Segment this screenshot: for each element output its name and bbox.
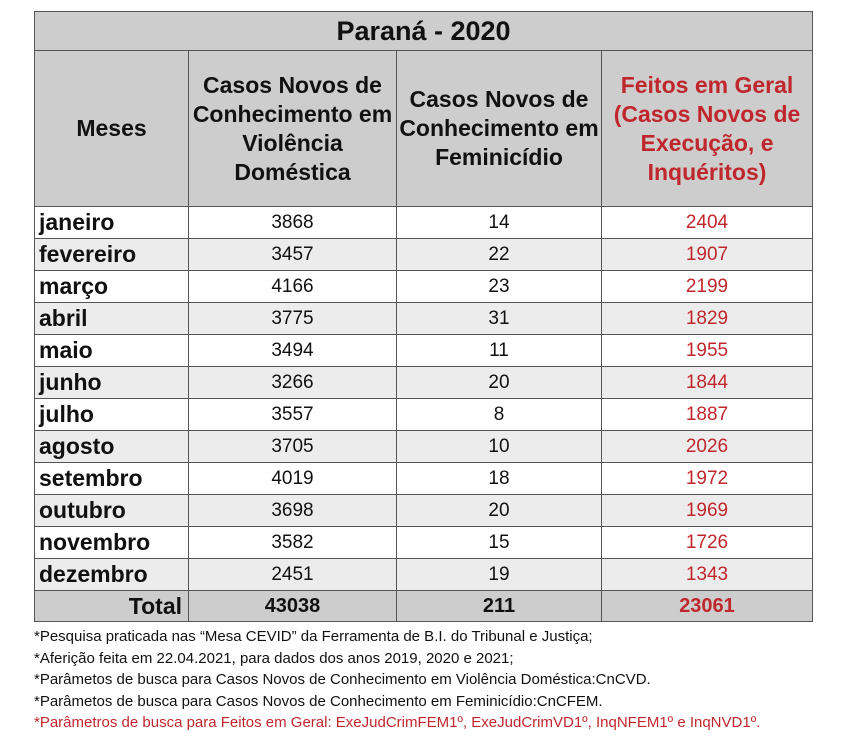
domestic-violence-cell: 4019 [189, 463, 397, 495]
general-cell: 1969 [602, 495, 813, 527]
total-domestic-violence: 43038 [189, 591, 397, 622]
table-row [35, 399, 813, 431]
total-femicide: 211 [397, 591, 602, 622]
domestic-violence-cell: 4166 [189, 271, 397, 303]
month-cell: abril [35, 303, 189, 335]
general-cell: 2404 [602, 207, 813, 239]
femicide-cell: 14 [397, 207, 602, 239]
domestic-violence-cell: 2451 [189, 559, 397, 591]
femicide-cell: 8 [397, 399, 602, 431]
domestic-violence-cell: 3494 [189, 335, 397, 367]
footnote: *Pesquisa praticada nas “Mesa CEVID” da Ferramenta de B.I. do Tribunal e Justiça; [34, 628, 593, 645]
femicide-cell: 11 [397, 335, 602, 367]
domestic-violence-cell: 3582 [189, 527, 397, 559]
general-cell: 1829 [602, 303, 813, 335]
month-cell: setembro [35, 463, 189, 495]
month-cell: dezembro [35, 559, 189, 591]
table-body [35, 207, 813, 591]
general-cell: 1343 [602, 559, 813, 591]
domestic-violence-cell: 3557 [189, 399, 397, 431]
month-cell: novembro [35, 527, 189, 559]
total-general: 23061 [602, 591, 813, 622]
data-table [34, 11, 813, 622]
general-cell: 1887 [602, 399, 813, 431]
table-row [35, 527, 813, 559]
month-cell: janeiro [35, 207, 189, 239]
header-domestic-violence: Casos Novos de Conhecimento em Violência Doméstica [189, 51, 397, 207]
month-cell: outubro [35, 495, 189, 527]
femicide-cell: 19 [397, 559, 602, 591]
domestic-violence-cell: 3705 [189, 431, 397, 463]
femicide-cell: 22 [397, 239, 602, 271]
general-cell: 1972 [602, 463, 813, 495]
month-cell: março [35, 271, 189, 303]
general-cell: 2026 [602, 431, 813, 463]
table-row [35, 559, 813, 591]
femicide-cell: 20 [397, 495, 602, 527]
domestic-violence-cell: 3868 [189, 207, 397, 239]
month-cell: fevereiro [35, 239, 189, 271]
domestic-violence-cell: 3698 [189, 495, 397, 527]
month-cell: agosto [35, 431, 189, 463]
domestic-violence-cell: 3457 [189, 239, 397, 271]
femicide-cell: 18 [397, 463, 602, 495]
month-cell: julho [35, 399, 189, 431]
femicide-cell: 15 [397, 527, 602, 559]
title-row [35, 12, 813, 51]
general-cell: 1907 [602, 239, 813, 271]
header-general: Feitos em Geral (Casos Novos de Execução, e Inquéritos) [602, 51, 813, 207]
table-row [35, 303, 813, 335]
total-label: Total [35, 591, 189, 622]
table-row [35, 271, 813, 303]
month-cell: junho [35, 367, 189, 399]
domestic-violence-cell: 3775 [189, 303, 397, 335]
femicide-cell: 10 [397, 431, 602, 463]
table-row [35, 495, 813, 527]
general-cell: 1726 [602, 527, 813, 559]
header-row [35, 51, 813, 207]
footnote: *Parâmetos de busca para Casos Novos de Conhecimento em Feminicídio:CnCFEM. [34, 692, 603, 710]
general-cell: 1955 [602, 335, 813, 367]
footnote-highlight: *Parâmetros de busca para Feitos em Geral: ExeJudCrimFEM1º, ExeJudCrimVD1º, InqNFEM1º e InqNVD1º. [34, 714, 761, 731]
femicide-cell: 20 [397, 367, 602, 399]
general-cell: 1844 [602, 367, 813, 399]
table-title: Paraná - 2020 [35, 12, 813, 51]
femicide-cell: 31 [397, 303, 602, 335]
table-row [35, 239, 813, 271]
footnote: *Parâmetos de busca para Casos Novos de Conhecimento em Violência Doméstica:CnCVD. [34, 671, 651, 688]
report-container [34, 11, 812, 734]
header-femicide: Casos Novos de Conhecimento em Feminicídio [397, 51, 602, 207]
general-cell: 2199 [602, 271, 813, 303]
header-months: Meses [35, 51, 189, 207]
footnotes [34, 626, 812, 734]
domestic-violence-cell: 3266 [189, 367, 397, 399]
table-row [35, 335, 813, 367]
total-row [35, 591, 813, 622]
table-row [35, 431, 813, 463]
femicide-cell: 23 [397, 271, 602, 303]
table-row [35, 367, 813, 399]
table-row [35, 463, 813, 495]
month-cell: maio [35, 335, 189, 367]
table-row [35, 207, 813, 239]
footnote: *Aferição feita em 22.04.2021, para dados dos anos 2019, 2020 e 2021; [34, 649, 514, 667]
